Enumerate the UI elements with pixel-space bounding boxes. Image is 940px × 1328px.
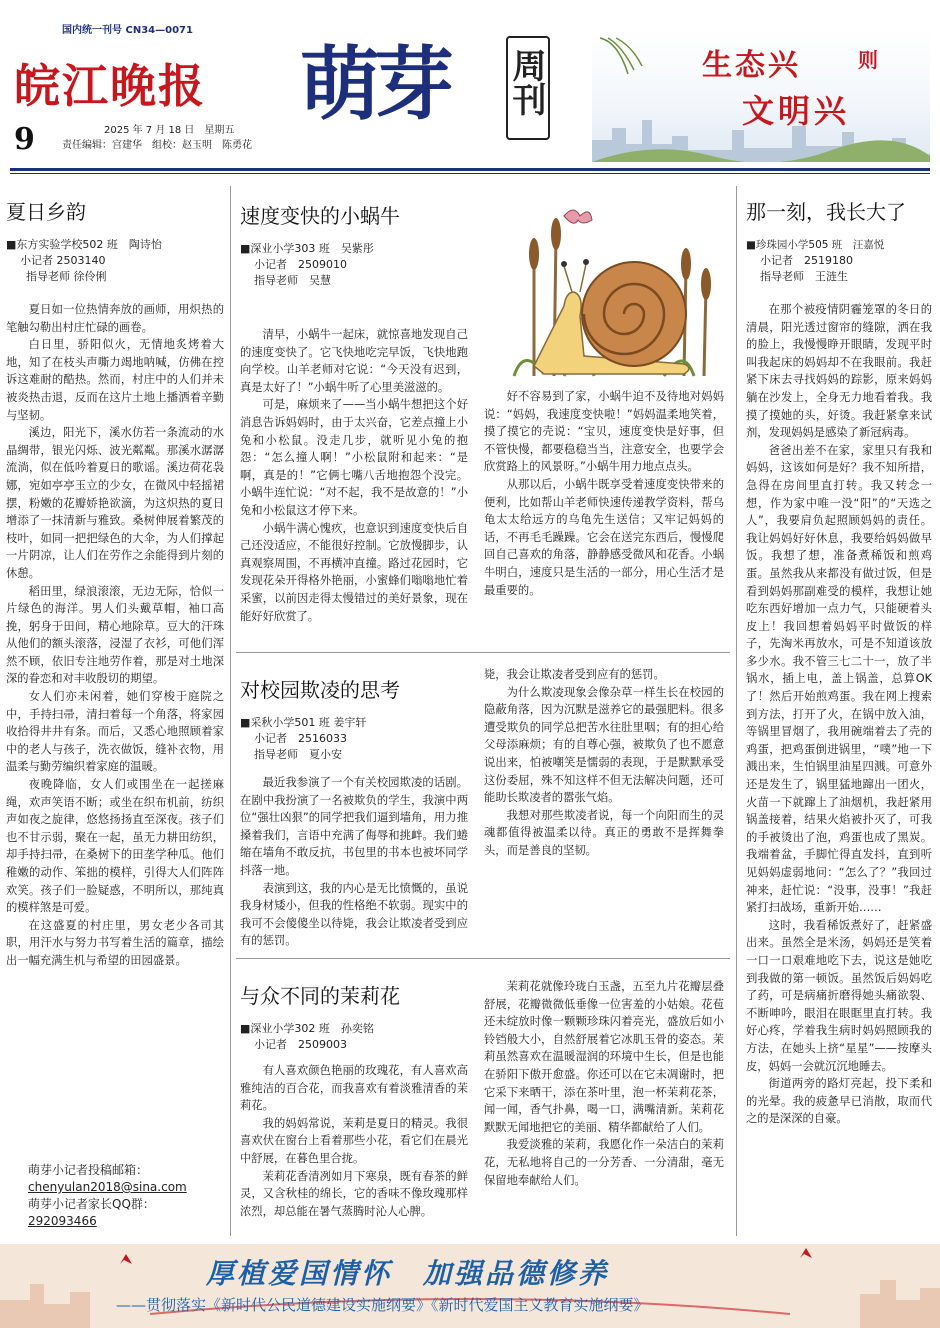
article-snail-header <box>240 200 470 289</box>
paragraph: 小蜗牛满心愧疚，也意识到速度变快后自己还没适应，不能很好控制。它放慢脚步，认真观察周围，不再横冲直撞。路过花园时，它发现花朵开得格外艳丽，小蜜蜂们嗡嗡地忙着采蜜，以前因走得太慢错过的美好景象，现在能好好欣赏了。 <box>240 521 468 623</box>
article-reporter: 小记者 2519180 <box>760 254 853 267</box>
paragraph: 我想对那些欺凌者说，每一个向阳而生的灵魂都值得被温柔以待。真正的勇敢不是挥舞拳头，而是善良的坚韧。 <box>484 808 724 857</box>
footer-banner <box>0 1244 940 1328</box>
article-title: 速度变快的小蜗牛 <box>240 204 400 228</box>
article-school: ■珍珠园小学505 班 汪嘉悦 <box>746 239 885 251</box>
paragraph: 茉莉花就像玲珑白玉盏，五至九片花瓣层叠舒展，花瓣微微低垂像一位害羞的小姑娘。花苞还未绽放时像一颗颗珍珠闪着亮光，盛放后如小铃铛般大小，自然舒展着它冰肌玉骨的姿态。茉莉虽然喜欢在温暖湿润的环境中生长，但是也能在骄阳下傲开愈盛。你还可以在它未凋谢时，把它采下来晒干，添在茶叶里，泡一杯茉莉花茶，闻一闻，香气扑鼻，喝一口，满嘴清新。茉莉花默默无闻地把它的美丽、精华都献给了人们。 <box>484 980 724 1134</box>
paragraph: 街道两旁的路灯亮起，投下柔和的光晕。我的疲惫早已消散，取而代之的是深深的自豪。 <box>746 1077 932 1126</box>
paragraph: 这时，我看稀饭煮好了，赶紧盛出来。虽然全是米汤，妈妈还是笑着一口一口艰难地吃下去，说这是她吃到我做的第一顿饭。虽然饭后妈妈吃了药，可是病痛折磨得她头痛欲裂、不断呻吟，眼泪在眼眶里直打转。我好心疼，学着我生病时妈妈照顾我的方法，在她头上挤“星星”——按摩头皮，妈妈一会就沉沉地睡去。 <box>746 918 932 1073</box>
eco-ad-line1: 生态兴 <box>702 48 801 83</box>
article-school: ■东方实验学校502 班 陶诗怡 <box>6 238 162 251</box>
paragraph: 茉莉花香清冽如月下寒泉，既有春茶的鲜灵，又含秋桂的绵长，它的香味不像玫瑰那样浓烈，却总能在暑气蒸腾时沁人心脾。 <box>240 1169 468 1218</box>
paragraph: 有人喜欢颜色艳丽的玫瑰花，有人喜欢高雅纯洁的百合花，而我喜欢有着淡雅清香的茉莉花。 <box>240 1064 468 1113</box>
page-number: 9 <box>14 122 35 157</box>
article-reporter: 小记者 2516033 <box>254 732 347 745</box>
paragraph: 最近我参演了一个有关校园欺凌的话剧。在剧中我扮演了一名被欺负的学生，我演中两位“强壮凶狠”的同学把我们逼到墙角，用力推搡着我们，言语中充满了侮辱和挑衅。我们蜷缩在墙角不敢反抗，书包里的书本也被坏同学抖落一地。 <box>240 776 468 877</box>
paragraph: 为什么欺凌现象会像杂草一样生长在校园的隐蔽角落，因为沉默是滋养它的最强肥料。很多遭受欺负的同学总把苦水往肚里咽；有的担心给父母添麻烦；有的自尊心强，被欺负了也不愿意说出来，怕被嘲笑是懦弱的表现，于是默默承受这份委屈，殊不知这样不但无法解决问题，还可能助长欺凌者的嚣张气焰。 <box>484 685 724 805</box>
brand-title: 萌芽 <box>300 37 448 131</box>
snail-illustration-icon <box>494 196 726 382</box>
paragraph: 稻田里，绿浪滚滚，无边无际，恰似一片绿色的海洋。男人们头戴草帽，袖口高挽，躬身于田间，精心地除草。豆大的汗珠从他们的额头滚落，浸湿了衣衫，可他们浑然不顾，依旧专注地劳作着，那是对土地深深的眷恋和对丰收殷切的期望。 <box>6 584 224 686</box>
article-teacher: 指导老师 吴慧 <box>254 274 331 287</box>
article-title: 夏日乡韵 <box>6 200 86 224</box>
contact-box <box>28 1162 224 1230</box>
article-bully-header <box>240 674 470 763</box>
paragraph: 好不容易到了家，小蜗牛迫不及待地对妈妈说：“妈妈，我速度变快啦！”妈妈温柔地笑着，摸了摸它的壳说：“宝贝，速度变快是好事，但不管快慢，都要稳稳当当，注意安全，也要学会欣赏路上的风景呀。”小蜗牛用力地点点头。 <box>484 390 724 474</box>
qq-label: 萌芽小记者家长QQ群： <box>28 1197 155 1211</box>
article-teacher: 指导老师 王涟生 <box>760 270 848 283</box>
masthead-rule <box>10 168 930 171</box>
row-divider-1 <box>236 652 730 653</box>
article-reporter: 小记者 2509003 <box>254 1038 347 1051</box>
article-title: 与众不同的茉莉花 <box>240 984 400 1008</box>
weekly-label: 周刊 <box>506 48 546 116</box>
article-body <box>6 301 224 1101</box>
article-school: ■采秋小学501 班 姜宇轩 <box>240 716 367 729</box>
article-teacher: 指导老师 徐伶俐 <box>26 270 107 283</box>
footer-subline: ——贯彻落实《新时代公民道德建设实施纲要》《新时代爱国主义教育实施纲要》 <box>116 1296 649 1314</box>
willow-branch-icon <box>598 36 658 76</box>
masthead <box>0 0 940 178</box>
article-body <box>746 301 932 1237</box>
paragraph: 夜晚降临，女人们或围坐在一起搓麻绳，欢声笑语不断；或坐在织布机前，纺织声如夜之旋律，悠悠扬扬直至深夜。孩子们也不甘示弱，聚在一起，虽无力耕田纺织，却手持扫帚，在桑树下的田垄学种瓜。他们稚嫩的动作、笨拙的模样，引得大人们阵阵欢笑。孩子们一脸疑惑，不明所以，那纯真的模样煞是可爱。 <box>6 778 224 915</box>
article-summer <box>6 196 224 1101</box>
row-divider-2 <box>236 958 730 959</box>
email-link[interactable] <box>28 1179 224 1196</box>
paragraph: 我的妈妈常说，茉莉是夏日的精灵。我很喜欢伏在窗台上看着那些小花，看它们在晨光中舒展，在暮色里合拢。 <box>240 1116 468 1165</box>
paragraph: 爸爸出差不在家，家里只有我和妈妈，这该如何是好？我不知所措，急得在房间里直打转。我又转念一想，作为家中唯一没“阳”的“天选之人”，我要肩负起照顾妈妈的责任。我让妈妈好好休息，我要给妈妈做早饭。我想了想，准备煮稀饭和煎鸡蛋。虽然我从来都没有做过饭，但是看到妈妈那副难受的模样，我想让她吃东西好增加一点力气，只能硬着头皮上！我回想着妈妈平时做饭的样子，先淘米再放水，可是不知道该放多少水。我不管三七二十一，放了半锅水，插上电，盖上锅盖，总算OK了！然后开始煎鸡蛋。我在网上搜索到方法，打开了火，在锅中放入油，等锅里冒烟了，我用碗端着去了壳的鸡蛋，把鸡蛋倒进锅里，“噗”地一下溅出来，生怕锅里油星四溅。可意外还是发生了，锅里猛地蹿出一团火，火苗一下就蹿上了油烟机，我赶紧用锅盖接着，结果火焰被扑灭了，可我的手被烫出了泡，鸡蛋也成了黑炭。我端着盆，手脚忙得直发抖，直到听见妈妈虚弱地问：“怎么了？”我回过神来，赶忙说：“没事，没事！”我赶紧打扫战场，重新开始…… <box>746 443 932 915</box>
issn: 国内统一刊号 CN34—0071 <box>62 25 193 36</box>
paragraph: 夏日如一位热情奔放的画师，用炽热的笔触勾勒出村庄忙碌的画卷。 <box>6 303 224 334</box>
paragraph: 女人们亦未闲着，她们穿梭于庭院之中，手持扫帚，清扫着每一个角落，将家园收拾得井井有条。而后，又悉心地照顾着家中的老人与孩子，洗衣做饭，缝补衣物，用温柔与勤劳编织着家庭的温暖。 <box>6 690 224 774</box>
issue-date: 2025 年 7 月 18 日 星期五 <box>104 125 235 136</box>
masthead-rule-thin <box>10 173 930 174</box>
article-bully-body-left <box>240 774 468 952</box>
article-reporter: 小记者 2503140 <box>20 254 106 267</box>
article-jasmine-body-right <box>484 978 724 1234</box>
article-title: 对校园欺凌的思考 <box>240 678 400 702</box>
paragraph: 清早，小蜗牛一起床，就惊喜地发现自己的速度变快了。它飞快地吃完早饭，飞快地跑向学校。山羊老师对它说：“今天没有迟到，真是太好了！”小蜗牛听了心里美滋滋的。 <box>240 328 468 394</box>
weekly-box <box>506 36 550 140</box>
column-divider-2 <box>736 186 737 1236</box>
editors-line: 责任编辑：宫建华 组校：赵玉明 陈勇花 <box>62 140 252 151</box>
article-title: 那一刻，我长大了 <box>746 200 906 224</box>
paragraph: 在那个被疫情阴霾笼罩的冬日的清晨，阳光透过窗帘的缝隙，洒在我的脸上，我慢慢睁开眼睛，发现平时叫我起床的妈妈却不在我眼前。我赶紧下床去寻找妈妈的踪影，原来妈妈躺在沙发上，全身无力地看着我。我摸了摸她的头，好烫。我赶紧拿来试剂，发现妈妈是感染了新冠病毒。 <box>746 303 932 440</box>
footer-slogan: 厚植爱国情怀 加强品德修养 <box>206 1257 610 1290</box>
paragraph-continued: 毙，我会让欺凌者受到应有的惩罚。 <box>484 668 665 681</box>
column-divider-1 <box>230 186 231 1236</box>
qq-text: 292093466 <box>28 1214 97 1228</box>
paragraph: 可是，麻烦来了——当小蜗牛想把这个好消息告诉妈妈时，由于太兴奋，它差点撞上小兔和小松鼠。没走几步，就听见小兔的抱怨：“怎么撞人啊！”小松鼠附和起来：“是啊，真是的！”它俩七嘴八舌地抱怨个没完。小蜗牛连忙说：“对不起，我不是故意的！”小兔和小松鼠这才停下来。 <box>240 398 468 517</box>
paragraph: 从那以后，小蜗牛既享受着速度变快带来的便利，比如帮山羊老师快速传递教学资料，帮乌龟太太给远方的乌龟先生送信；又牢记妈妈的话，不再毛毛躁躁。它会在送完东西后，慢慢爬回自己喜欢的角落，静静感受微风和花香。小蜗牛明白，速度只是生活的一部分，用心生活才是最重要的。 <box>484 477 724 597</box>
paragraph: 表演到这，我的内心是无比愤慨的，虽说我身材矮小，但我的性格绝不软弱。现实中的我可不会傻傻坐以待毙，我会让欺凌者受到应有的惩罚。 <box>240 881 468 948</box>
article-grownup <box>746 196 932 1237</box>
paragraph: 溪边，阳光下，溪水仿若一条流动的水晶绸带，银光闪烁、波光粼粼。那溪水潺潺流淌，似在低吟着夏日的歌谣。溪边荷花袅娜，宛如亭亭玉立的少女，在微风中轻摇裙摆，粉嫩的花瓣娇艳欲滴，为这炽热的夏日增添了一抹清新与雅致。桑树伸展着繁茂的枝叶，如同一把把绿色的大伞，为人们撑起一片阴凉，让人们在劳作之余能得到片刻的休憩。 <box>6 426 224 580</box>
article-school: ■深业小学303 班 吴紫彤 <box>240 242 374 255</box>
article-jasmine-header <box>240 980 470 1053</box>
article-bully-body-right <box>484 666 724 952</box>
article-teacher: 指导老师 夏小安 <box>254 748 342 761</box>
article-school: ■深业小学302 班 孙奕铭 <box>240 1022 374 1035</box>
paragraph: 在这盛夏的村庄里，男女老少各司其职，用汗水与努力书写着生活的篇章，描绘出一幅充满生机与希望的田园盛景。 <box>6 918 224 967</box>
article-snail-body-left <box>240 326 468 648</box>
email-label: 萌芽小记者投稿邮箱： <box>28 1163 149 1177</box>
paragraph: 我爱淡雅的茉莉，我愿化作一朵洁白的茉莉花，无私地将自己的一分芳香、一分清甜，毫无保留地奉献给人们。 <box>484 1138 724 1187</box>
eco-ad-line2: 文明兴 <box>742 92 851 130</box>
article-jasmine-body-left <box>240 1062 468 1234</box>
eco-ad-line1-suffix: 则 <box>858 48 878 72</box>
paper-name: 皖江晚报 <box>14 59 206 113</box>
article-snail-body-right <box>484 388 724 648</box>
paragraph: 白日里，骄阳似火，无情地炙烤着大地，知了在枝头声嘶力竭地呐喊，仿佛在控诉这难耐的酷热。然而，村庄中的人们并未被炎热击退，反而在这片土地上播洒着辛勤与坚韧。 <box>6 338 224 422</box>
qq-link[interactable] <box>28 1213 224 1230</box>
article-reporter: 小记者 2509010 <box>254 258 347 271</box>
email-text: chenyulan2018@sina.com <box>28 1180 187 1194</box>
